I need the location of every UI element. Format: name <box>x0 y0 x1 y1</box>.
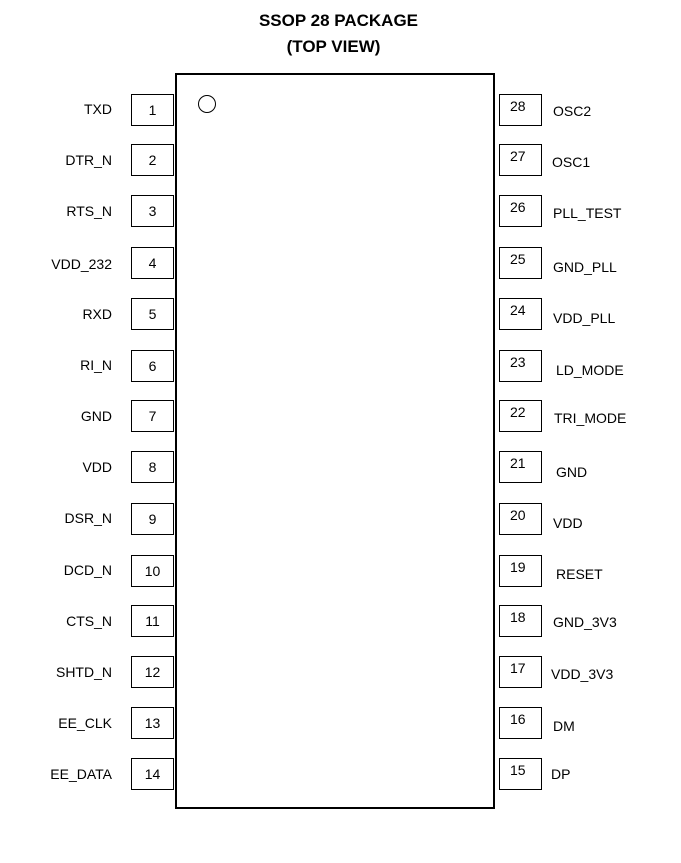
pin-3-label: RTS_N <box>66 203 112 219</box>
pin-6-label: RI_N <box>80 357 112 373</box>
pin-11-label: CTS_N <box>66 613 112 629</box>
pin-9-box: 9 <box>131 503 174 535</box>
pin-23-label: LD_MODE <box>556 362 624 378</box>
pin-21-label: GND <box>556 464 588 480</box>
pin-16-label: DM <box>553 718 575 734</box>
pin-4-box: 4 <box>131 247 174 279</box>
diagram-subtitle: (TOP VIEW) <box>286 37 381 56</box>
pin-26-box: 26 <box>499 195 542 227</box>
pin-2-box: 2 <box>131 144 174 176</box>
pin-16-box: 16 <box>499 707 542 739</box>
pin-11-box: 11 <box>131 605 174 637</box>
pin-4-label: VDD_232 <box>51 256 112 272</box>
pin-5-box: 5 <box>131 298 174 330</box>
pin-1-label: TXD <box>84 101 112 117</box>
diagram-title: SSOP 28 PACKAGE <box>258 11 419 30</box>
pin-1-box: 1 <box>131 94 174 126</box>
pin-8-box: 8 <box>131 451 174 483</box>
pin-24-box: 24 <box>499 298 542 330</box>
pin-7-label: GND <box>80 408 112 424</box>
pin-22-box: 22 <box>499 400 542 432</box>
pin-14-label: EE_DATA <box>50 766 112 782</box>
pin-17-label: VDD_3V3 <box>551 666 614 682</box>
pin-18-box: 18 <box>499 605 542 637</box>
pin-9-label: DSR_N <box>64 510 112 526</box>
pin-10-label: DCD_N <box>63 562 112 578</box>
pin-10-box: 10 <box>131 555 174 587</box>
pin-25-label: GND_PLL <box>553 259 617 275</box>
pin1-indicator-icon <box>198 95 216 113</box>
pin-3-box: 3 <box>131 195 174 227</box>
pin-5-label: RXD <box>82 306 112 322</box>
pin-21-box: 21 <box>499 451 542 483</box>
package-body <box>175 73 495 809</box>
pin-23-box: 23 <box>499 350 542 382</box>
pin-27-box: 27 <box>499 144 542 176</box>
pin-15-label: DP <box>551 766 571 782</box>
pin-26-label: PLL_TEST <box>553 205 622 221</box>
pin-2-label: DTR_N <box>65 152 112 168</box>
pin-13-label: EE_CLK <box>58 715 112 731</box>
pin-27-label: OSC1 <box>552 154 591 170</box>
pin-15-box: 15 <box>499 758 542 790</box>
pin-12-label: SHTD_N <box>55 664 112 680</box>
pin-20-label: VDD <box>553 515 583 531</box>
pin-19-box: 19 <box>499 555 542 587</box>
pin-24-label: VDD_PLL <box>553 310 616 326</box>
pin-18-label: GND_3V3 <box>553 614 617 630</box>
pin-8-label: VDD <box>82 459 112 475</box>
pin-12-box: 12 <box>131 656 174 688</box>
pin-22-label: TRI_MODE <box>554 410 627 426</box>
pin-7-box: 7 <box>131 400 174 432</box>
pin-19-label: RESET <box>556 566 603 582</box>
pin-14-box: 14 <box>131 758 174 790</box>
pin-28-label: OSC2 <box>553 103 592 119</box>
pin-25-box: 25 <box>499 247 542 279</box>
pin-28-box: 28 <box>499 94 542 126</box>
pin-13-box: 13 <box>131 707 174 739</box>
pin-6-box: 6 <box>131 350 174 382</box>
pin-17-box: 17 <box>499 656 542 688</box>
pin-20-box: 20 <box>499 503 542 535</box>
